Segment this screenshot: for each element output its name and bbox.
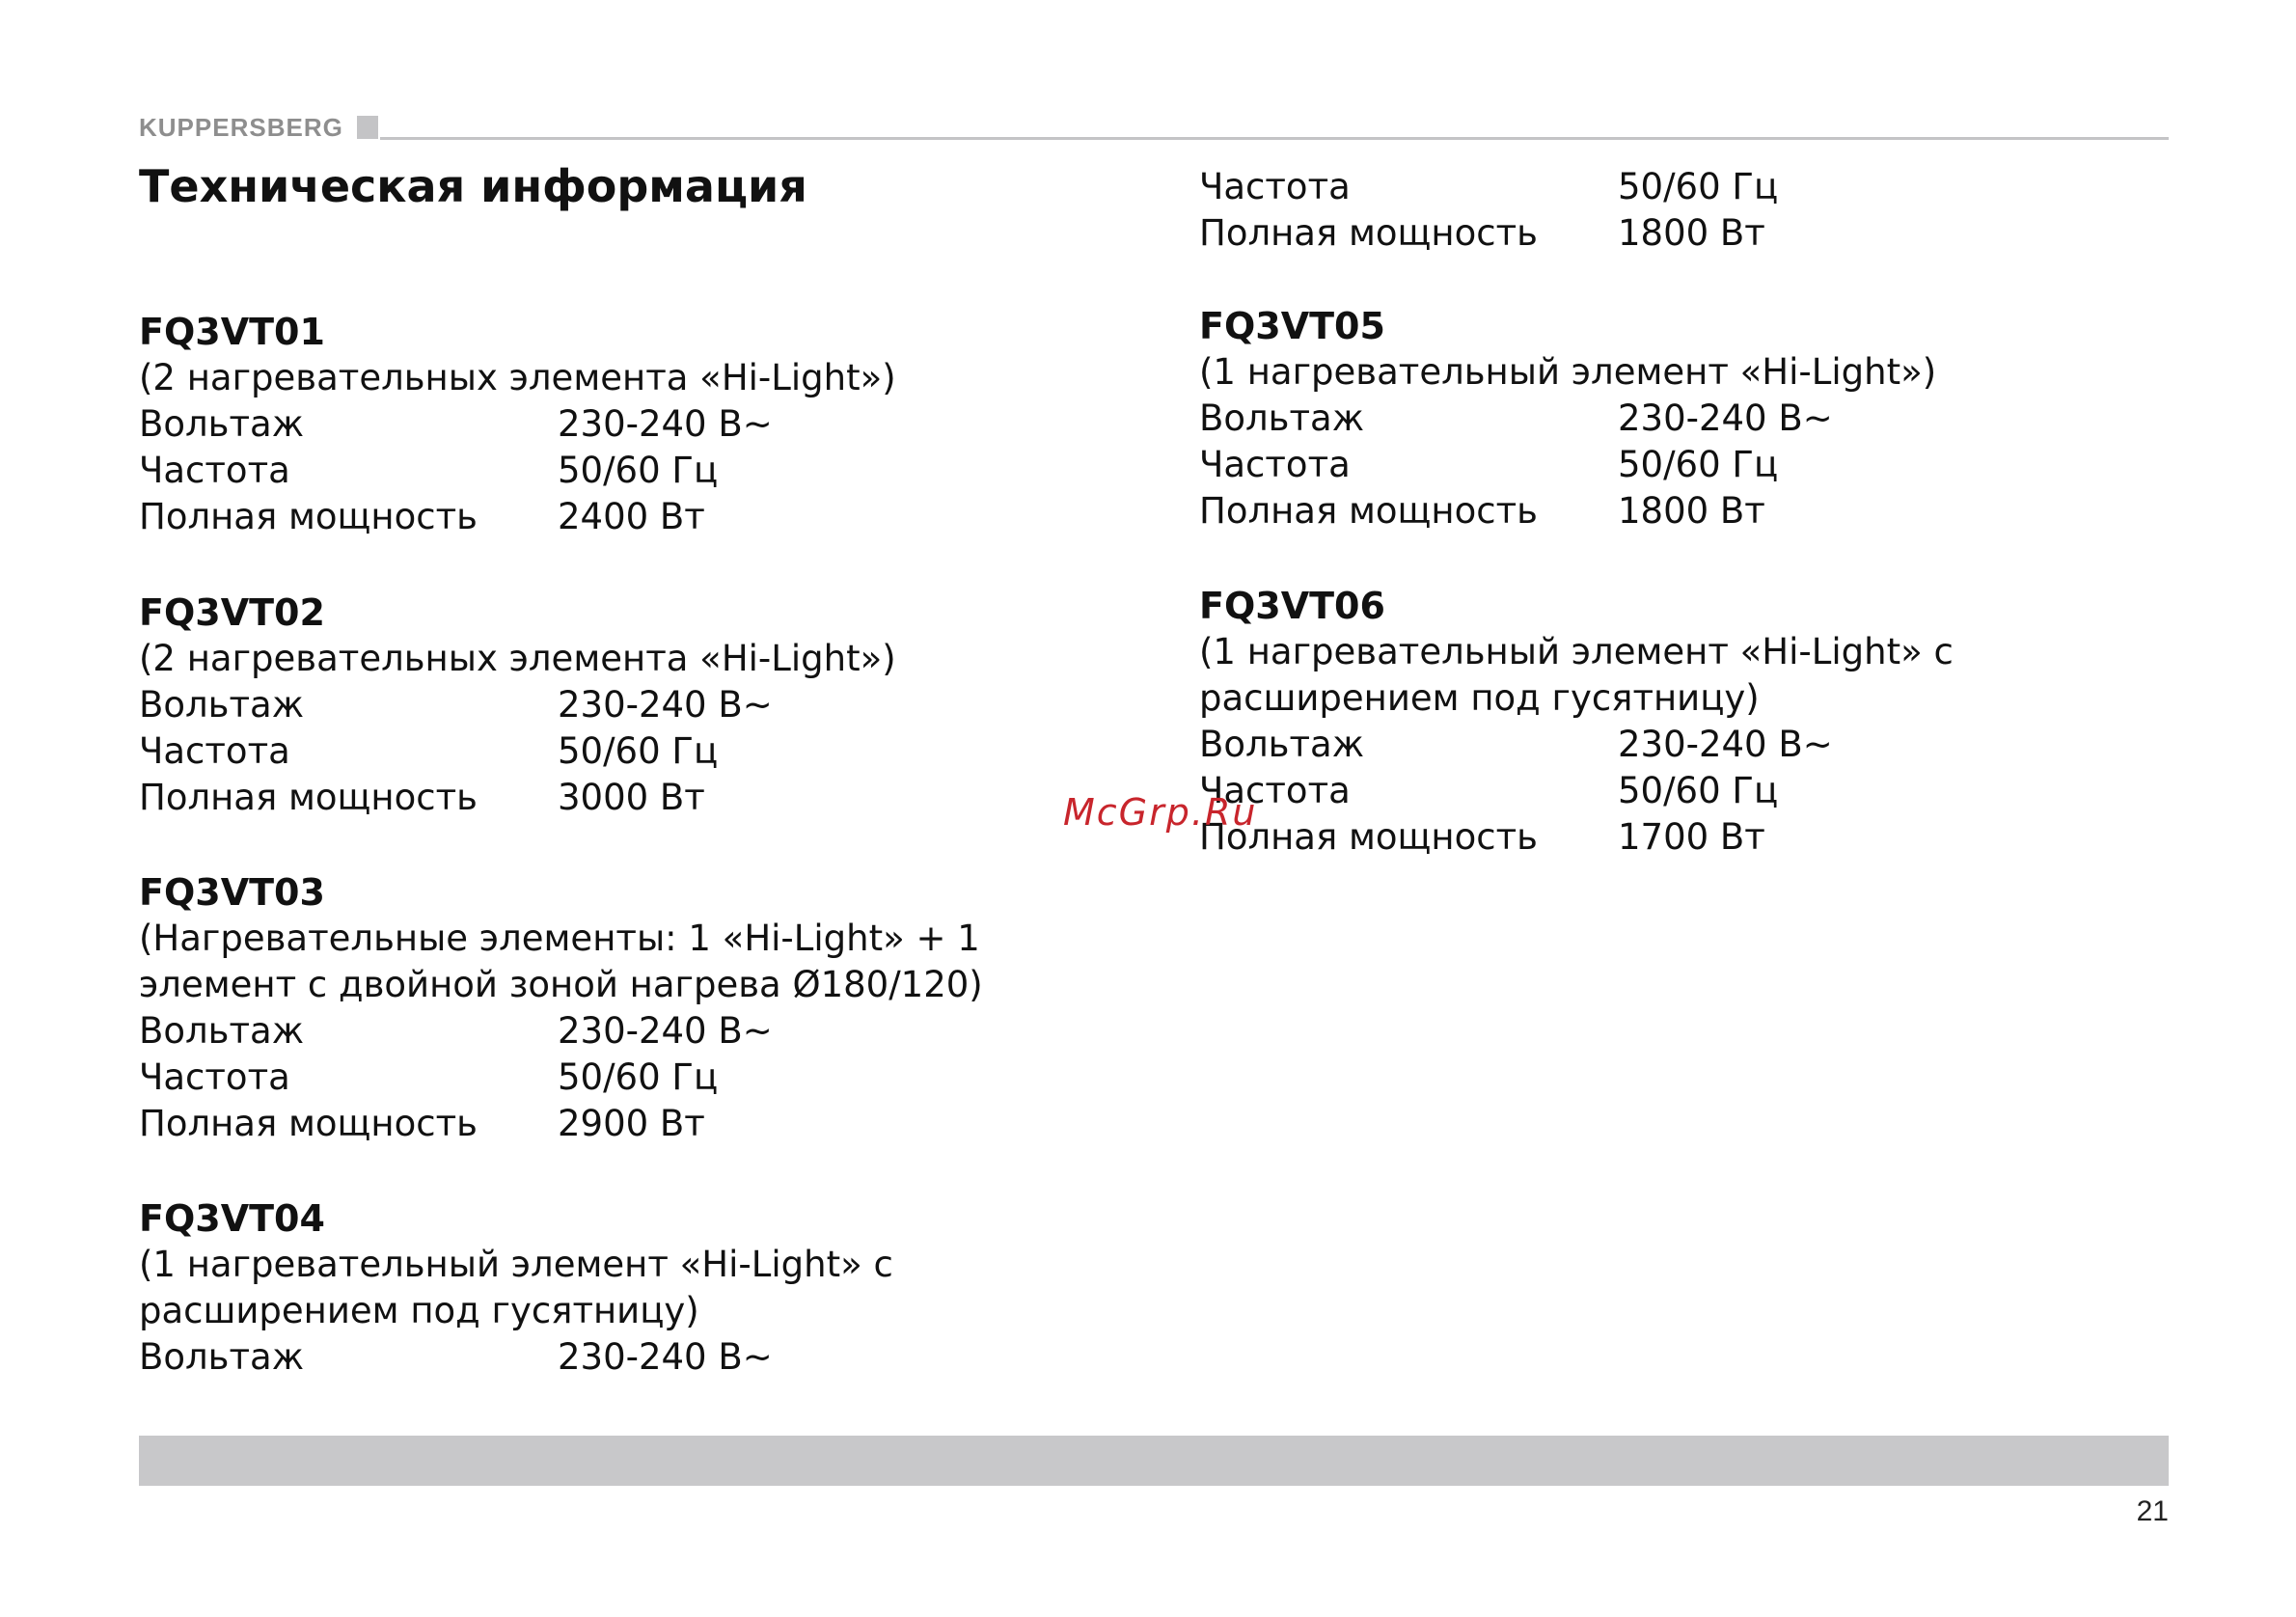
- model-block-fq3vt02: [139, 589, 1162, 821]
- spec-row-frequency: [1199, 442, 2222, 488]
- model-name: FQ3VT04: [139, 1197, 325, 1240]
- model-description: (2 нагревательных элемента «Hi-Light»): [139, 638, 896, 679]
- spec-value: 2400 Вт: [558, 496, 705, 537]
- spec-label: Вольтаж: [1199, 397, 1365, 439]
- model-name: FQ3VT05: [1199, 305, 1385, 347]
- spec-row-voltage: [1199, 396, 2222, 442]
- model-description: (2 нагревательных элемента «Hi-Light»): [139, 357, 896, 398]
- spec-label: Вольтаж: [139, 1336, 305, 1378]
- spec-row-power: [1199, 488, 2222, 534]
- model-block-fq3vt06: [1199, 583, 2222, 861]
- model-description: (1 нагревательный элемент «Hi-Light» с расширением под гусятницу): [1199, 631, 1954, 719]
- brand-square-icon: [357, 116, 378, 139]
- spec-row-voltage: [139, 682, 1162, 728]
- spec-row-power: [1199, 814, 2222, 861]
- spec-value: 230-240 В~: [1618, 724, 1833, 765]
- spec-value: 1800 Вт: [1618, 212, 1765, 254]
- model-name: FQ3VT06: [1199, 585, 1385, 627]
- model-block-fq3vt05: [1199, 303, 2222, 534]
- spec-label: Вольтаж: [1199, 724, 1365, 765]
- spec-value: 50/60 Гц: [558, 450, 719, 491]
- spec-label: Полная мощность: [1199, 212, 1538, 254]
- spec-row-frequency: [1199, 164, 2222, 210]
- model-name: FQ3VT03: [139, 871, 325, 914]
- spec-label: Полная мощность: [1199, 816, 1538, 858]
- header-rule: [380, 137, 2169, 140]
- spec-row-frequency: [139, 448, 1162, 494]
- spec-value: 50/60 Гц: [1618, 770, 1779, 811]
- spec-label: Частота: [139, 450, 290, 491]
- spec-label: Частота: [1199, 444, 1351, 485]
- spec-value: 50/60 Гц: [1618, 444, 1779, 485]
- spec-value: 230-240 В~: [558, 1336, 773, 1378]
- spec-row-power: [1199, 210, 2222, 257]
- spec-row-power: [139, 1101, 1162, 1147]
- spec-row-frequency: [139, 1055, 1162, 1101]
- spec-row-voltage: [139, 1008, 1162, 1055]
- spec-value: 2900 Вт: [558, 1103, 705, 1144]
- spec-label: Вольтаж: [139, 1010, 305, 1052]
- spec-value: 50/60 Гц: [558, 1056, 719, 1098]
- model-block-fq3vt04-continued: [1199, 164, 2222, 257]
- spec-row-frequency: [1199, 768, 2222, 814]
- model-block-fq3vt04: [139, 1195, 1162, 1381]
- spec-label: Частота: [139, 1056, 290, 1098]
- header-brand-bar: [139, 114, 2169, 141]
- model-block-fq3vt03: [139, 869, 1162, 1147]
- model-name: FQ3VT02: [139, 591, 325, 634]
- model-description: (1 нагревательный элемент «Hi-Light» с расширением под гусятницу): [139, 1244, 893, 1331]
- spec-row-voltage: [1199, 722, 2222, 768]
- page-title: Техническая информация: [139, 160, 807, 212]
- brand-name: KUPPERSBERG: [139, 113, 343, 142]
- spec-label: Полная мощность: [139, 496, 478, 537]
- spec-row-voltage: [139, 1334, 1162, 1381]
- spec-label: Вольтаж: [139, 684, 305, 726]
- spec-value: 230-240 В~: [1618, 397, 1833, 439]
- watermark-text: McGrp.Ru: [1063, 791, 1258, 834]
- model-block-fq3vt01: [139, 309, 1162, 540]
- spec-value: 1800 Вт: [1618, 490, 1765, 532]
- spec-value: 1700 Вт: [1618, 816, 1765, 858]
- model-description: (1 нагревательный элемент «Hi-Light»): [1199, 351, 1937, 393]
- spec-value: 230-240 В~: [558, 1010, 773, 1052]
- model-name: FQ3VT01: [139, 311, 325, 353]
- spec-row-power: [139, 494, 1162, 540]
- spec-row-frequency: [139, 728, 1162, 775]
- spec-row-power: [139, 775, 1162, 821]
- spec-value: 3000 Вт: [558, 777, 705, 818]
- spec-label: Полная мощность: [1199, 490, 1538, 532]
- spec-value: 50/60 Гц: [1618, 166, 1779, 207]
- page-number: 21: [2136, 1495, 2169, 1527]
- spec-label: Вольтаж: [139, 403, 305, 445]
- spec-value: 230-240 В~: [558, 403, 773, 445]
- spec-label: Частота: [1199, 166, 1351, 207]
- spec-label: Частота: [139, 730, 290, 772]
- model-description: (Нагревательные элементы: 1 «Hi-Light» + 1 элемент с двойной зоной нагрева Ø180/120): [139, 918, 983, 1005]
- spec-label: Полная мощность: [139, 777, 478, 818]
- spec-value: 230-240 В~: [558, 684, 773, 726]
- spec-value: 50/60 Гц: [558, 730, 719, 772]
- footer-bar: [139, 1436, 2169, 1486]
- spec-row-voltage: [139, 401, 1162, 448]
- spec-label: Частота: [1199, 770, 1351, 811]
- spec-label: Полная мощность: [139, 1103, 478, 1144]
